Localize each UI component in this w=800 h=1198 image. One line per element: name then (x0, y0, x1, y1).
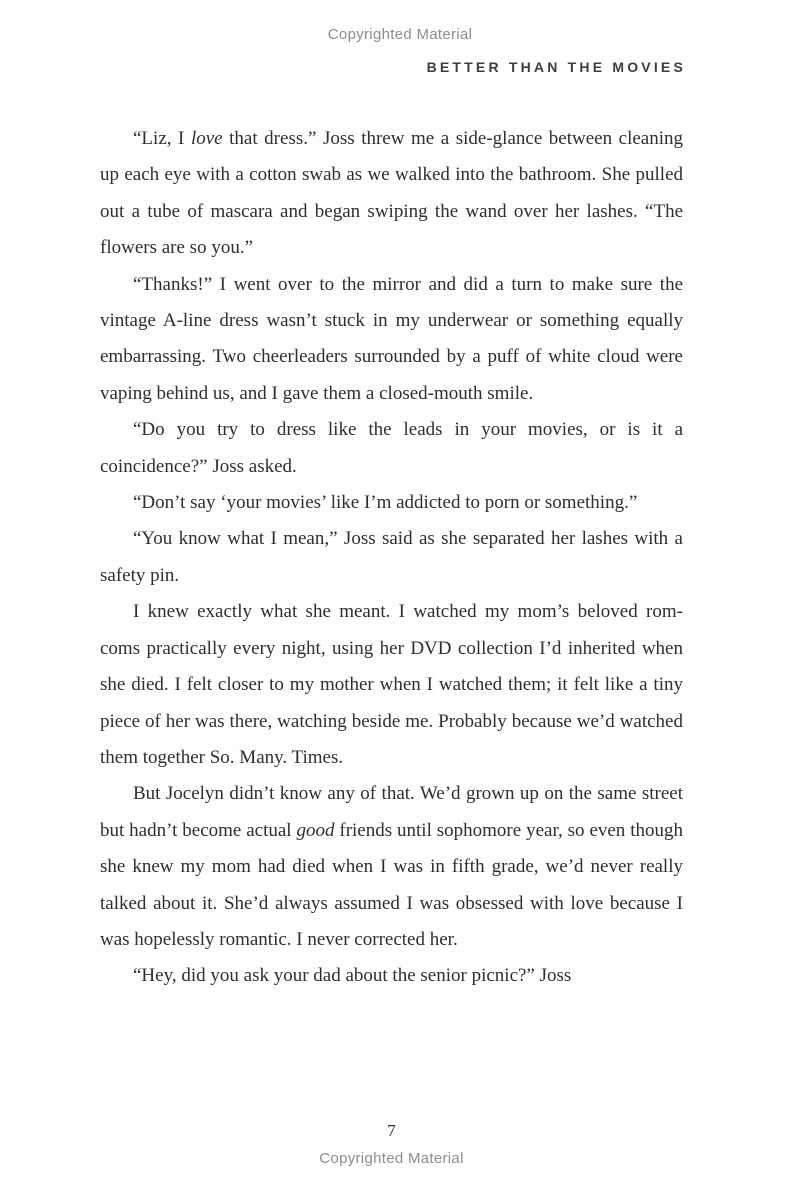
text-segment: “Do you try to dress like the leads in your movies, or is it a coincidence?” Joss asked. (100, 419, 683, 477)
text-segment: “You know what I mean,” Joss said as she separated her lashes with a safety pin. (100, 528, 683, 586)
text-segment: “Thanks!” I went over to the mirror and did a turn to make sure the vintage A-line dress wasn’t stuck in my underwear or something equally embarrassing. Two cheerleaders surrounded by a puff of white cloud were vaping behind us, and I gave them a closed-mouth smile. (100, 273, 683, 404)
running-head-book-title: BETTER THAN THE MOVIES (426, 59, 686, 75)
paragraph (100, 958, 683, 994)
copyright-notice-top: Copyrighted Material (327, 26, 473, 43)
paragraph (100, 521, 683, 594)
text-segment: friends until sophomore year, so even though she knew my mom had died when I was in fifth grade, we’d never really talked about it. She’d always assumed I was obsessed with love because I was hopelessly romantic. I never corrected her. (100, 819, 683, 950)
text-segment: I knew exactly what she meant. I watched my mom’s beloved rom-coms practically every night, using her DVD collection I’d inherited when she died. I felt closer to my mother when I watched them; it felt like a tiny piece of her was there, watching beside me. Probably because we’d watched them together So. Many. Times. (100, 601, 683, 768)
italic-text: love (190, 128, 223, 149)
paragraph (100, 267, 683, 413)
text-segment: “Liz, I (133, 128, 191, 149)
paragraph (100, 594, 683, 776)
text-segment: that dress.” Joss threw me a side-glance between cleaning up each eye with a cotton swab as we walked into the bathroom. She pulled out a tube of mascara and began swiping the wand over her lashes. “The flowers are so you.” (100, 128, 684, 259)
text-segment: “Hey, did you ask your dad about the senior picnic?” Joss (133, 965, 572, 987)
paragraph (100, 412, 683, 485)
text-segment: “Don’t say ‘your movies’ like I’m addicted to porn or something.” (133, 492, 638, 514)
text-segment: But Jocelyn didn’t know any of that. We’d grown up on the same street but hadn’t become actual (100, 783, 683, 841)
italic-text: good (296, 819, 335, 841)
page-body (100, 121, 683, 995)
paragraph (100, 776, 683, 958)
page-number: 7 (387, 1121, 396, 1140)
paragraph (100, 121, 683, 267)
copyright-notice-bottom: Copyrighted Material (319, 1150, 464, 1167)
paragraph (100, 485, 683, 521)
